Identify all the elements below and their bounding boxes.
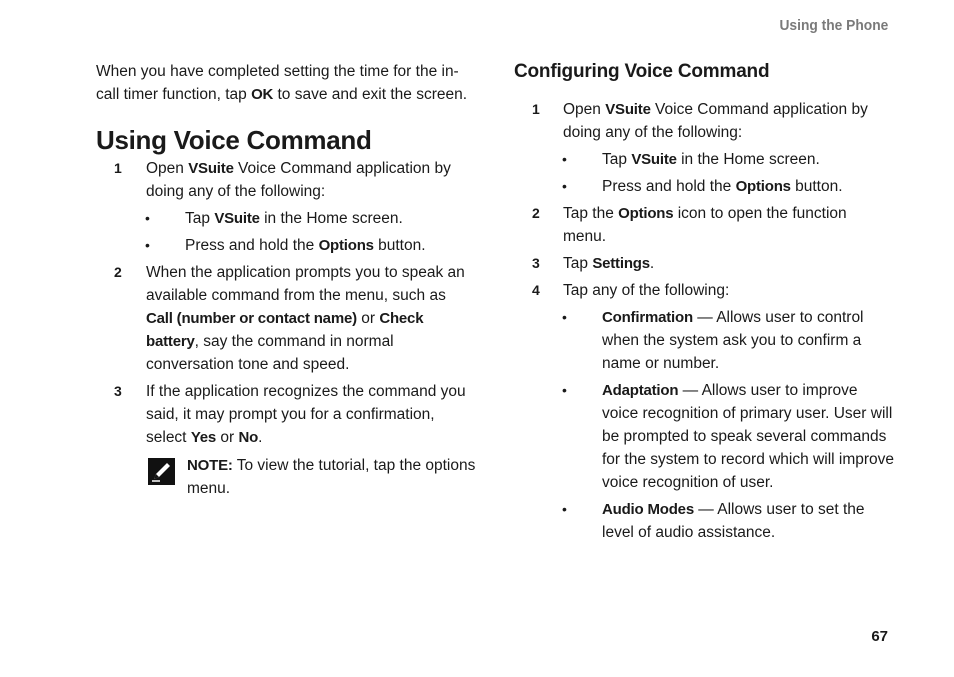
page-number: 67: [871, 628, 888, 645]
intro-paragraph: [96, 60, 476, 106]
confirmation-term: Confirmation: [602, 309, 693, 326]
step-2: [96, 261, 476, 376]
step-3: [96, 380, 476, 449]
bullet-marker: •: [562, 151, 567, 167]
bullet-item-confirmation: [514, 306, 894, 375]
step-2: [514, 202, 894, 248]
pencil-note-icon: [148, 458, 175, 485]
step-4: [514, 279, 894, 302]
bullet-text: Tap: [602, 151, 632, 168]
bullet-text-end: button.: [790, 178, 843, 195]
step-text-end: .: [649, 255, 655, 272]
step-text: Open: [563, 101, 606, 118]
vsuite-term: VSuite: [631, 151, 677, 168]
step-1: [514, 98, 894, 144]
step-number: 3: [114, 383, 122, 399]
step-text: Open: [146, 160, 189, 177]
step-text-end: , say the command in normal conversation tone and speed.: [146, 333, 394, 373]
step-text-or: or: [216, 429, 239, 446]
ok-term: OK: [251, 86, 274, 103]
bullet-marker: •: [562, 309, 567, 325]
intro-text: When you have completed setting the time for the in-call timer function, tap: [96, 63, 459, 103]
bullet-marker: •: [145, 210, 150, 226]
adaptation-term: Adaptation: [602, 382, 679, 399]
step-text: Tap any of the following:: [563, 282, 730, 299]
bullet-text: — Allows user to set the level of audio assistance.: [602, 501, 865, 541]
step-text-or: or: [356, 310, 380, 327]
options-term: Options: [735, 178, 791, 195]
note-text: To view the tutorial, tap the options menu.: [187, 457, 476, 497]
step-1: [96, 157, 476, 203]
note-label: NOTE:: [187, 457, 233, 474]
bullet-text: Press and hold the: [185, 237, 319, 254]
step-text-end: .: [258, 429, 263, 446]
step-number: 3: [532, 255, 540, 271]
bullet-item: [514, 148, 894, 171]
no-term: No: [238, 429, 259, 446]
options-term: Options: [318, 237, 374, 254]
section-heading-configuring-voice-command: Configuring Voice Command: [514, 61, 770, 82]
right-column: [514, 60, 894, 548]
bullet-item-adaptation: [514, 379, 894, 494]
step-text: When the application prompts you to speak an available command from the menu, such as: [146, 264, 465, 304]
bullet-item: [514, 175, 894, 198]
step-number: 1: [532, 101, 540, 117]
call-command-term: Call (number or contact name): [146, 310, 357, 327]
bullet-marker: •: [562, 178, 567, 194]
bullet-marker: •: [562, 501, 567, 517]
step-text: If the application recognizes the command you said, it may prompt you for a confirmation, select: [146, 383, 466, 446]
bullet-text-end: button.: [373, 237, 426, 254]
left-column: [96, 60, 476, 500]
step-text-end: Voice Command application by doing any of the following:: [146, 160, 451, 200]
bullet-text: Tap: [185, 210, 215, 227]
bullet-marker: •: [562, 382, 567, 398]
intro-text-end: to save and exit the screen.: [273, 86, 468, 103]
settings-term: Settings: [592, 255, 650, 272]
step-text: Tap: [563, 255, 593, 272]
section-heading-using-voice-command: Using Voice Command: [96, 125, 372, 155]
step-number: 4: [532, 282, 540, 298]
options-term: Options: [618, 205, 674, 222]
check-battery-term: Check battery: [146, 310, 424, 350]
bullet-text: Press and hold the: [602, 178, 736, 195]
vsuite-term: VSuite: [605, 101, 651, 118]
note-block: [96, 454, 476, 500]
bullet-text-end: in the Home screen.: [259, 210, 403, 227]
bullet-item: [96, 234, 476, 257]
vsuite-term: VSuite: [214, 210, 260, 227]
step-number: 1: [114, 160, 122, 176]
step-number: 2: [114, 264, 122, 280]
step-text-end: Voice Command application by doing any of the following:: [563, 101, 868, 141]
vsuite-term: VSuite: [188, 160, 234, 177]
bullet-item: [96, 207, 476, 230]
bullet-text: — Allows user to improve voice recognition of primary user. User will be prompted to speak several commands for the system to record which will improve voice recognition of user.: [602, 382, 895, 491]
bullet-marker: •: [145, 237, 150, 253]
step-3: [514, 252, 894, 275]
bullet-text: — Allows user to control when the system ask you to confirm a name or number.: [602, 309, 864, 372]
running-head: Using the Phone: [779, 17, 888, 34]
step-text: Tap the: [563, 205, 619, 222]
bullet-item-audio-modes: [514, 498, 894, 544]
audio-modes-term: Audio Modes: [602, 501, 694, 518]
step-text-end: icon to open the function menu.: [563, 205, 847, 245]
step-number: 2: [532, 205, 540, 221]
bullet-text-end: in the Home screen.: [676, 151, 820, 168]
yes-term: Yes: [190, 429, 217, 446]
